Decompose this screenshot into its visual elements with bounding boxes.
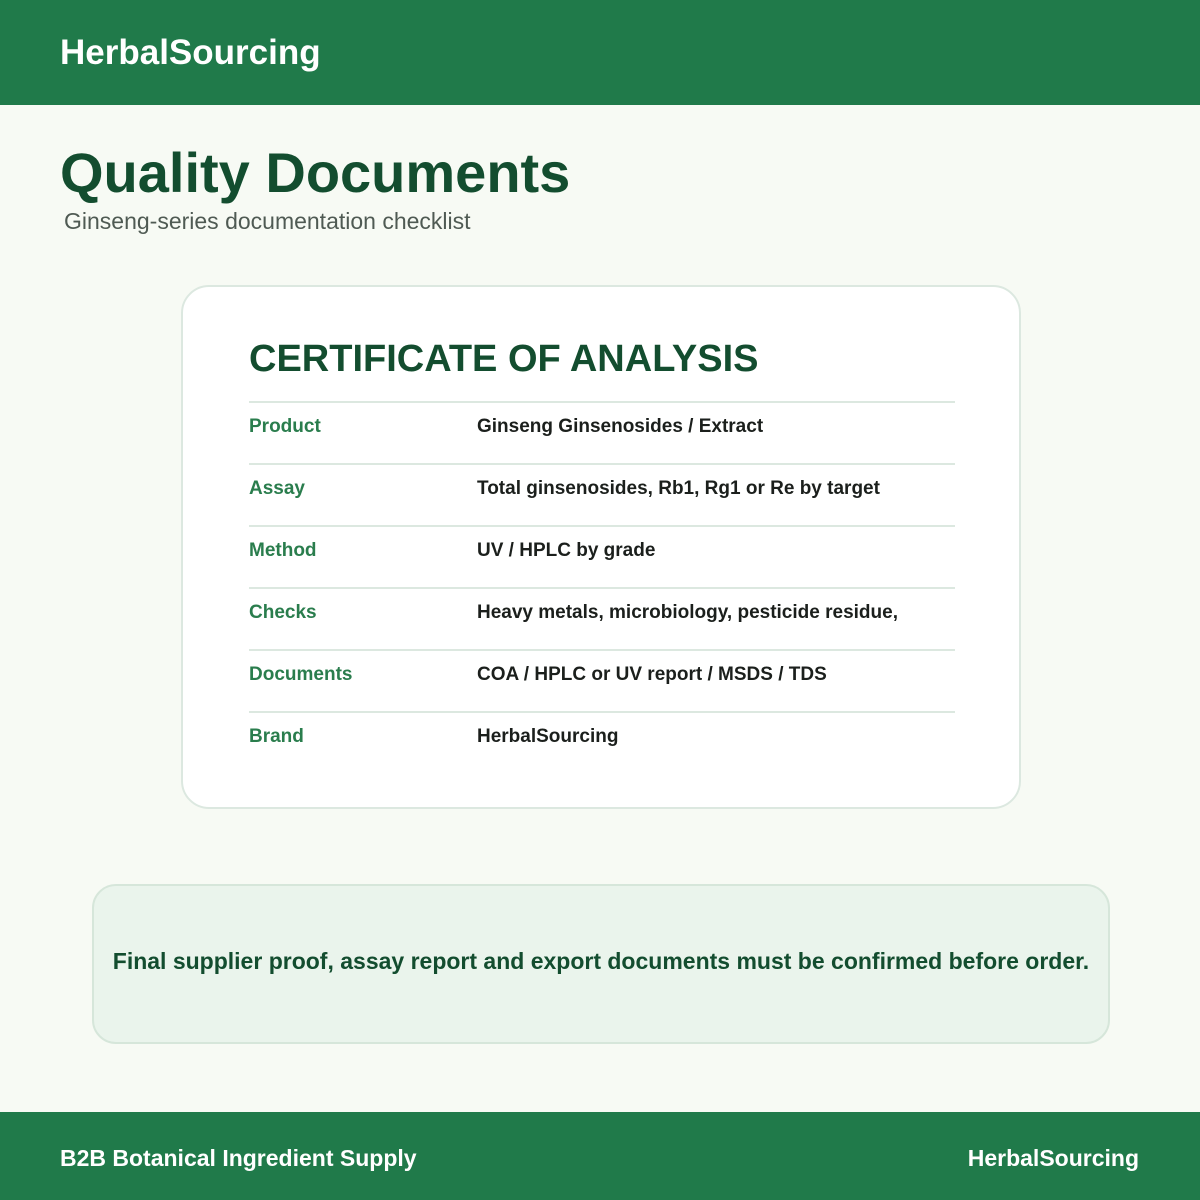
row-label: Documents	[249, 664, 353, 685]
bottom-footer-bar	[0, 1112, 1200, 1200]
row-value: COA / HPLC or UV report / MSDS / TDS	[477, 664, 827, 685]
page-subtitle: Ginseng-series documentation checklist	[64, 208, 471, 234]
certificate-row-checks	[249, 587, 955, 649]
confirmation-notice	[92, 884, 1110, 1044]
row-label: Assay	[249, 478, 305, 499]
top-header-bar	[0, 0, 1200, 105]
certificate-title: CERTIFICATE OF ANALYSIS	[249, 338, 759, 380]
row-label: Method	[249, 540, 317, 561]
footer-tagline: B2B Botanical Ingredient Supply	[60, 1145, 417, 1171]
row-label: Brand	[249, 726, 304, 747]
header-brand-name: HerbalSourcing	[60, 33, 321, 72]
row-value: Heavy metals, microbiology, pesticide residue,	[477, 602, 898, 623]
row-value: Ginseng Ginsenosides / Extract	[477, 416, 764, 437]
notice-text: Final supplier proof, assay report and export documents must be confirmed before order.	[112, 948, 1090, 974]
row-label: Checks	[249, 602, 317, 623]
page-title: Quality Documents	[60, 141, 571, 204]
row-value: UV / HPLC by grade	[477, 540, 656, 561]
certificate-row-brand	[249, 711, 955, 773]
certificate-row-assay	[249, 463, 955, 525]
certificate-row-product	[249, 401, 955, 463]
row-value: Total ginsenosides, Rb1, Rg1 or Re by target	[477, 478, 880, 499]
row-label: Product	[249, 416, 321, 437]
footer-brand-name: HerbalSourcing	[967, 1145, 1139, 1171]
certificate-row-method	[249, 525, 955, 587]
certificate-table	[249, 401, 955, 773]
certificate-row-documents	[249, 649, 955, 711]
certificate-card	[181, 285, 1021, 809]
row-value: HerbalSourcing	[477, 726, 619, 747]
